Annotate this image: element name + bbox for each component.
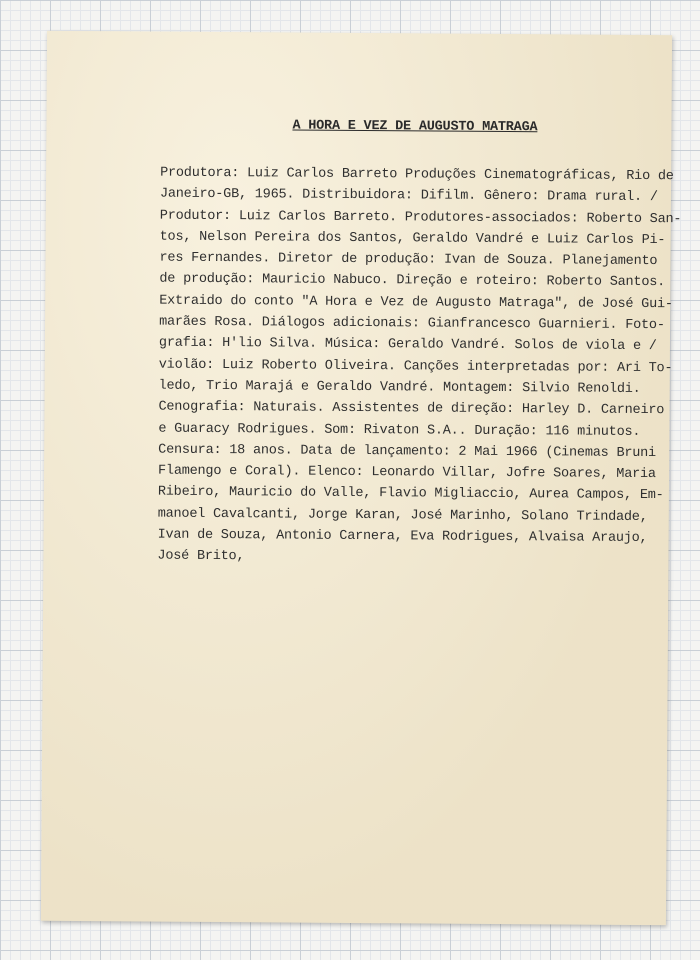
text-line: Flamengo e Coral). Elenco: Leonardo Villar, Jofre Soares, Maria — [157, 463, 656, 483]
text-line: grafia: H'lio Silva. Música: Geraldo Vandré. Solos de viola e / — [158, 335, 657, 355]
text-line: Janeiro-GB, 1965. Distribuidora: Difilm. Gênero: Drama rural. / — [159, 186, 658, 206]
text-line: Ivan de Souza, Antonio Carnera, Eva Rodrigues, Alvaisa Araujo, — [157, 527, 648, 547]
text-line: Ribeiro, Mauricio do Valle, Flavio Migliaccio, Aurea Campos, Em- — [157, 485, 664, 504]
text-line: manoel Cavalcanti, Jorge Karan, José Marinho, Solano Trindade, — [157, 506, 648, 525]
text-line: Produtor: Luiz Carlos Barreto. Produtores-associados: Roberto San- — [159, 208, 682, 227]
text-line: Censura: 18 anos. Data de lançamento: 2 Mai 1966 (Cinemas Bruni — [158, 442, 657, 461]
text-line: violão: Luiz Roberto Oliveira. Canções interpretadas por: Ari To- — [158, 357, 673, 376]
typed-page — [41, 31, 682, 925]
text-line: tos, Nelson Pereira dos Santos, Geraldo Vandré e Luiz Carlos Pi- — [159, 229, 666, 249]
text-line: ledo, Trio Marajá e Geraldo Vandré. Montagem: Silvio Renoldi. — [158, 378, 641, 397]
text-line: Extraido do conto "A Hora e Vez de Augusto Matraga", de José Gui- — [159, 293, 673, 312]
document-title: A HORA E VEZ DE AUGUSTO MATRAGA — [292, 118, 538, 136]
text-line: Cenografia: Naturais. Assistentes de direção: Harley D. Carneiro — [158, 399, 665, 419]
document-body — [157, 163, 681, 571]
text-line: de produção: Mauricio Nabuco. Direção e roteiro: Roberto Santos. — [159, 272, 666, 291]
text-line: e Guaracy Rodrigues. Som: Rivaton S.A.. Duração: 116 minutos. — [158, 421, 641, 440]
text-line: José Brito, — [157, 548, 245, 565]
text-line: res Fernandes. Diretor de produção: Ivan de Souza. Planejamento — [159, 250, 658, 270]
text-line: marães Rosa. Diálogos adicionais: Gianfrancesco Guarnieri. Foto- — [159, 314, 665, 334]
text-line: Produtora: Luiz Carlos Barreto Produções Cinematográficas, Rio de — [160, 165, 674, 185]
